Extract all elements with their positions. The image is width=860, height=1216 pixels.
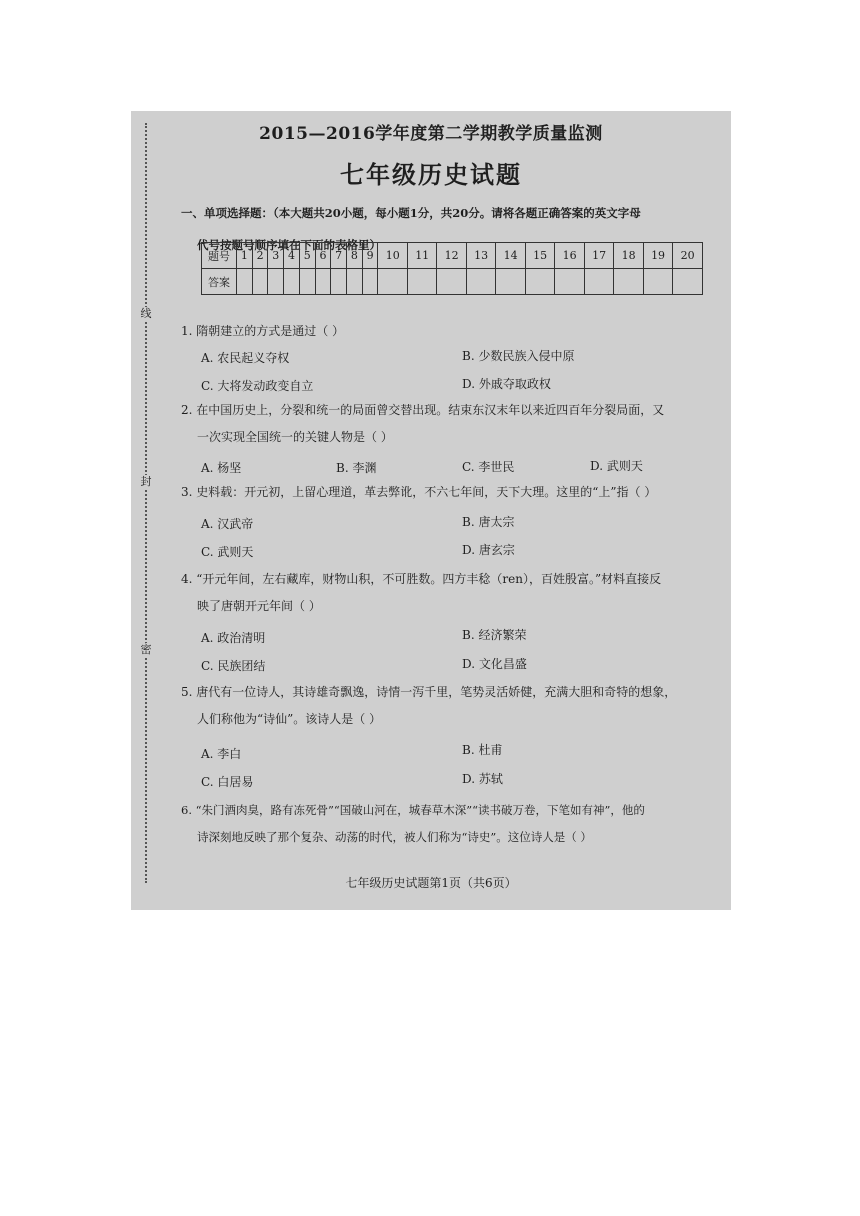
grid-number: 17: [584, 243, 613, 269]
grid-number: 1: [237, 243, 253, 269]
question-5: [181, 679, 721, 733]
answer-grid-answer-row: [202, 269, 703, 295]
grid-number: 7: [331, 243, 347, 269]
answer-cell[interactable]: [525, 269, 554, 295]
binding-mark-xian: 线: [140, 307, 152, 320]
answer-cell[interactable]: [466, 269, 495, 295]
answer-grid-number-row: [202, 243, 703, 269]
question-4: [181, 566, 721, 620]
answer-cell[interactable]: [584, 269, 613, 295]
answer-cell[interactable]: [555, 269, 584, 295]
grid-number: 18: [614, 243, 643, 269]
question-5-stem-line1: 5. 唐代有一位诗人，其诗雄奇飘逸，诗情一泻千里，笔势灵活娇健，充满大胆和奇特的想象，: [181, 685, 677, 699]
grid-number: 8: [347, 243, 363, 269]
question-6-stem-line2: 诗深刻地反映了那个复杂、动荡的时代，被人们称为“诗史”。这位诗人是（ ）: [197, 830, 592, 844]
grid-number: 13: [466, 243, 495, 269]
q3-option-d: D. 唐玄宗: [462, 543, 515, 557]
answer-cell[interactable]: [407, 269, 436, 295]
grid-number: 15: [525, 243, 554, 269]
q5-option-b: B. 杜甫: [462, 743, 503, 757]
answer-cell[interactable]: [437, 269, 466, 295]
grid-number: 3: [268, 243, 284, 269]
exam-title: 2015—2016学年度第二学期教学质量监测: [259, 124, 603, 144]
q3-option-c: C. 武则天: [201, 545, 254, 559]
answer-cell[interactable]: [315, 269, 331, 295]
exam-subject: 七年级历史试题: [340, 160, 522, 189]
binding-dotted-line: [145, 123, 147, 883]
binding-mark-feng: 封: [140, 475, 152, 488]
grid-number: 2: [252, 243, 268, 269]
grid-number: 11: [407, 243, 436, 269]
grid-label-answer: 答案: [202, 269, 237, 295]
q2-option-c: C. 李世民: [462, 460, 515, 474]
q2-option-a: A. 杨坚: [201, 461, 242, 475]
answer-cell[interactable]: [496, 269, 525, 295]
question-2-stem-line1: 2. 在中国历史上，分裂和统一的局面曾交替出现。结束东汉末年以来近四百年分裂局面，又: [181, 403, 665, 417]
q1-option-b: B. 少数民族入侵中原: [462, 349, 575, 363]
q2-option-d: D. 武则天: [590, 459, 643, 473]
grid-number: 20: [673, 243, 703, 269]
answer-cell[interactable]: [284, 269, 300, 295]
grid-number: 12: [437, 243, 466, 269]
q2-option-b: B. 李渊: [336, 461, 377, 475]
grid-number: 19: [643, 243, 672, 269]
question-6-stem-line1: 6. “朱门酒肉臭，路有冻死骨”“国破山河在，城春草木深”“读书破万卷，下笔如有神”，他的: [181, 803, 645, 817]
q4-option-d: D. 文化昌盛: [462, 657, 527, 671]
question-4-stem-line2: 映了唐朝开元年间（ ）: [197, 599, 321, 613]
q4-option-c: C. 民族团结: [201, 659, 266, 673]
q5-option-c: C. 白居易: [201, 775, 254, 789]
q5-option-d: D. 苏轼: [462, 772, 503, 786]
binding-mark-mi: 密: [140, 643, 152, 656]
answer-cell[interactable]: [331, 269, 347, 295]
answer-cell[interactable]: [268, 269, 284, 295]
q1-option-d: D. 外戚夺取政权: [462, 377, 551, 391]
answer-cell[interactable]: [643, 269, 672, 295]
q4-option-a: A. 政治清明: [201, 631, 266, 645]
grid-number: 5: [299, 243, 315, 269]
grid-number: 16: [555, 243, 584, 269]
q3-option-a: A. 汉武帝: [201, 517, 254, 531]
q1-option-c: C. 大将发动政变自立: [201, 379, 314, 393]
grid-label-number: 题号: [202, 243, 237, 269]
question-2-stem-line2: 一次实现全国统一的关键人物是（ ）: [197, 430, 393, 444]
exam-page-photo: [131, 111, 731, 910]
answer-cell[interactable]: [673, 269, 703, 295]
grid-number: 6: [315, 243, 331, 269]
q3-option-b: B. 唐太宗: [462, 515, 515, 529]
question-3: [181, 479, 721, 506]
q5-option-a: A. 李白: [201, 747, 242, 761]
question-5-stem-line2: 人们称他为“诗仙”。该诗人是（ ）: [197, 712, 382, 726]
q4-option-b: B. 经济繁荣: [462, 628, 527, 642]
section-heading-line2: 代号按题号顺序填在下面的表格里）: [197, 238, 381, 252]
question-4-stem-line1: 4. “开元年间，左右藏库，财物山积，不可胜数。四方丰稔（ren），百姓殷富。”材料直接反: [181, 572, 662, 586]
question-1-stem: 1. 隋朝建立的方式是通过（ ）: [181, 324, 345, 338]
page-footer: 七年级历史试题第1页（共6页）: [345, 876, 517, 890]
grid-number: 4: [284, 243, 300, 269]
answer-cell[interactable]: [378, 269, 407, 295]
grid-number: 9: [362, 243, 378, 269]
answer-cell[interactable]: [347, 269, 363, 295]
grid-number: 14: [496, 243, 525, 269]
answer-cell[interactable]: [362, 269, 378, 295]
grid-number: 10: [378, 243, 407, 269]
q1-option-a: A. 农民起义夺权: [201, 351, 290, 365]
answer-cell[interactable]: [237, 269, 253, 295]
answer-cell[interactable]: [299, 269, 315, 295]
question-2: [181, 397, 721, 451]
answer-cell[interactable]: [252, 269, 268, 295]
section-heading-line1: 一、单项选择题：（本大题共20小题，每小题1分，共20分。请将各题正确答案的英文字母: [181, 206, 641, 220]
question-3-stem: 3. 史料载：开元初，上留心理道，革去弊讹，不六七年间，天下大理。这里的“上”指（ ）: [181, 485, 657, 499]
question-6: [181, 797, 721, 851]
answer-cell[interactable]: [614, 269, 643, 295]
question-1: [181, 318, 721, 345]
answer-grid: [201, 242, 703, 295]
